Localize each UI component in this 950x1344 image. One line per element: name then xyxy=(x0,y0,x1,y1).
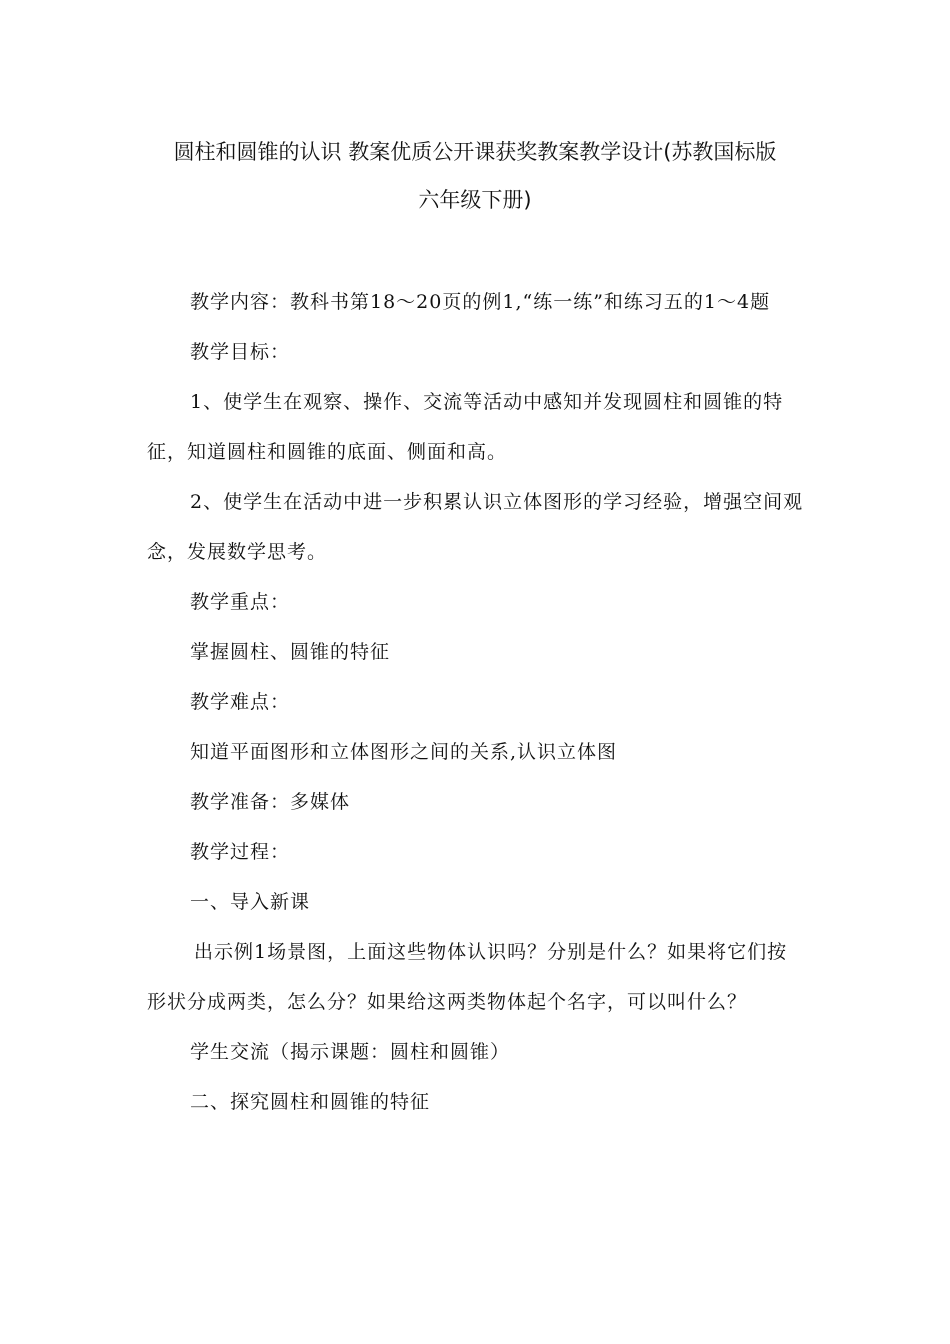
paragraph-section-1-heading: 一、导入新课 xyxy=(190,891,311,913)
document-title-line-1: 圆柱和圆锥的认识 教案优质公开课获奖教案教学设计(苏教国标版 xyxy=(173,140,777,164)
paragraph-section-2-heading: 二、探究圆柱和圆锥的特征 xyxy=(190,1091,431,1113)
paragraph-example-1: 出示例1场景图，上面这些物体认识吗？分别是什么？如果将它们按形状分成两类，怎么分？如果给这两类物体起个名字，可以叫什么？ xyxy=(147,941,788,1013)
document-body xyxy=(147,277,807,1127)
paragraph-difficulties-heading: 教学难点： xyxy=(190,691,291,713)
paragraph-key-points: 掌握圆柱、圆锥的特征 xyxy=(190,641,391,663)
paragraph-teaching-content: 教学内容：教科书第18～20页的例1,“练一练”和练习五的1～4题 xyxy=(190,291,771,313)
paragraph-preparation: 教学准备：多媒体 xyxy=(190,791,351,813)
paragraph-goal-1: 1、使学生在观察、操作、交流等活动中感知并发现圆柱和圆锥的特征，知道圆柱和圆锥的底面、侧面和高。 xyxy=(147,391,784,463)
paragraph-key-points-heading: 教学重点： xyxy=(190,591,291,613)
document-title-line-2: 六年级下册) xyxy=(418,188,532,212)
paragraph-teaching-goals-heading: 教学目标： xyxy=(190,341,291,363)
paragraph-student-exchange: 学生交流（揭示课题：圆柱和圆锥） xyxy=(190,1041,511,1063)
paragraph-process-heading: 教学过程： xyxy=(190,841,291,863)
paragraph-difficulties: 知道平面图形和立体图形之间的关系,认识立体图 xyxy=(190,741,618,763)
paragraph-goal-2: 2、使学生在活动中进一步积累认识立体图形的学习经验，增强空间观念，发展数学思考。 xyxy=(147,491,804,563)
